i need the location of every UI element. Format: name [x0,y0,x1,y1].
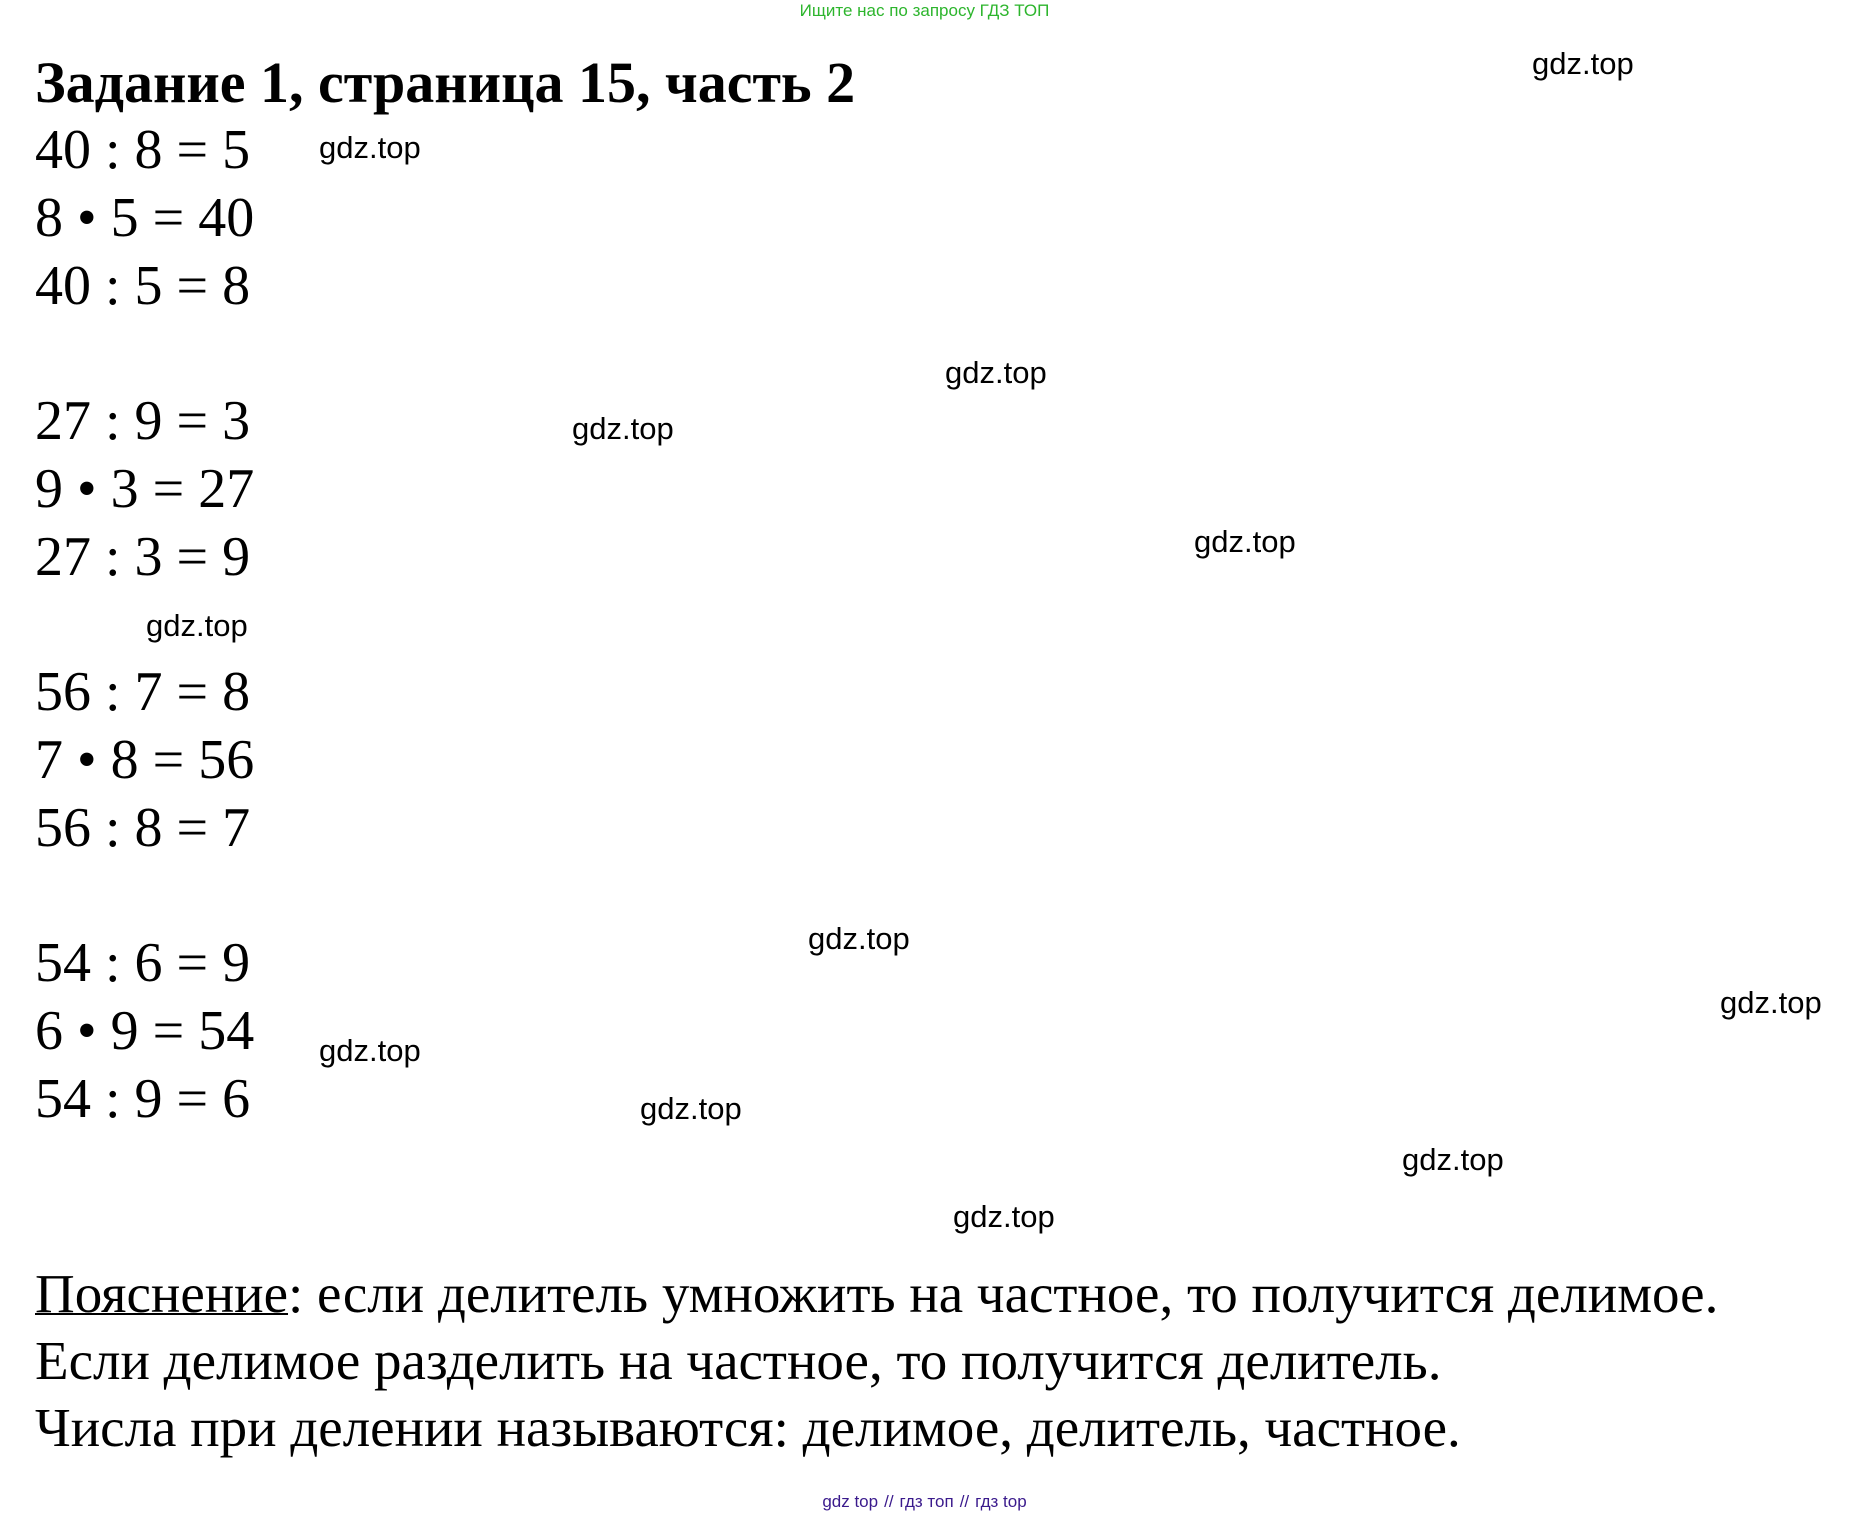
watermark: gdz.top [1402,1142,1504,1177]
equation: 8 • 5 = 40 [35,187,255,249]
watermark: gdz.top [319,130,421,165]
watermark: gdz.top [1532,46,1634,81]
footer-link-2[interactable]: гдз топ [899,1492,954,1511]
equation: 56 : 8 = 7 [35,797,251,859]
equation: 27 : 3 = 9 [35,526,251,588]
top-banner: Ищите нас по запросу ГДЗ ТОП [799,1,1050,20]
equation: 27 : 9 = 3 [35,390,251,452]
explanation-block [35,1260,1718,1461]
explanation-line-1-text: : если делитель умножить на частное, то получится делимое. [288,1263,1719,1324]
footer-link-1[interactable]: gdz top [822,1492,879,1511]
watermark: gdz.top [640,1091,742,1126]
equation: 54 : 9 = 6 [35,1068,251,1130]
watermark: gdz.top [146,608,248,643]
equation: 40 : 5 = 8 [35,255,251,317]
equation: 40 : 8 = 5 [35,119,251,181]
equation-group-4 [35,929,254,1133]
footer [0,1491,1849,1513]
watermark: gdz.top [808,921,910,956]
equation: 54 : 6 = 9 [35,932,251,994]
equation: 56 : 7 = 8 [35,661,251,723]
explanation-line-3: Числа при делении называются: делимое, делитель, частное. [35,1397,1461,1458]
watermark: gdz.top [1720,985,1822,1020]
footer-link-3[interactable]: гдз top [975,1492,1027,1511]
equation-group-1 [35,116,254,320]
equation: 6 • 9 = 54 [35,1000,255,1062]
watermark: gdz.top [1194,524,1296,559]
watermark: gdz.top [945,355,1047,390]
equation-group-2 [35,387,254,591]
watermark: gdz.top [953,1199,1055,1234]
equation: 7 • 8 = 56 [35,729,255,791]
watermark: gdz.top [572,411,674,446]
equation-group-3 [35,658,254,862]
equation: 9 • 3 = 27 [35,458,255,520]
footer-separator: // [959,1492,970,1511]
footer-separator: // [884,1492,894,1511]
explanation-line-2: Если делимое разделить на частное, то получится делитель. [35,1330,1442,1391]
watermark: gdz.top [319,1033,421,1068]
explanation-label: Пояснение [35,1263,289,1324]
explanation-line-1 [35,1260,1718,1327]
page-title: Задание 1, страница 15, часть 2 [35,50,856,115]
